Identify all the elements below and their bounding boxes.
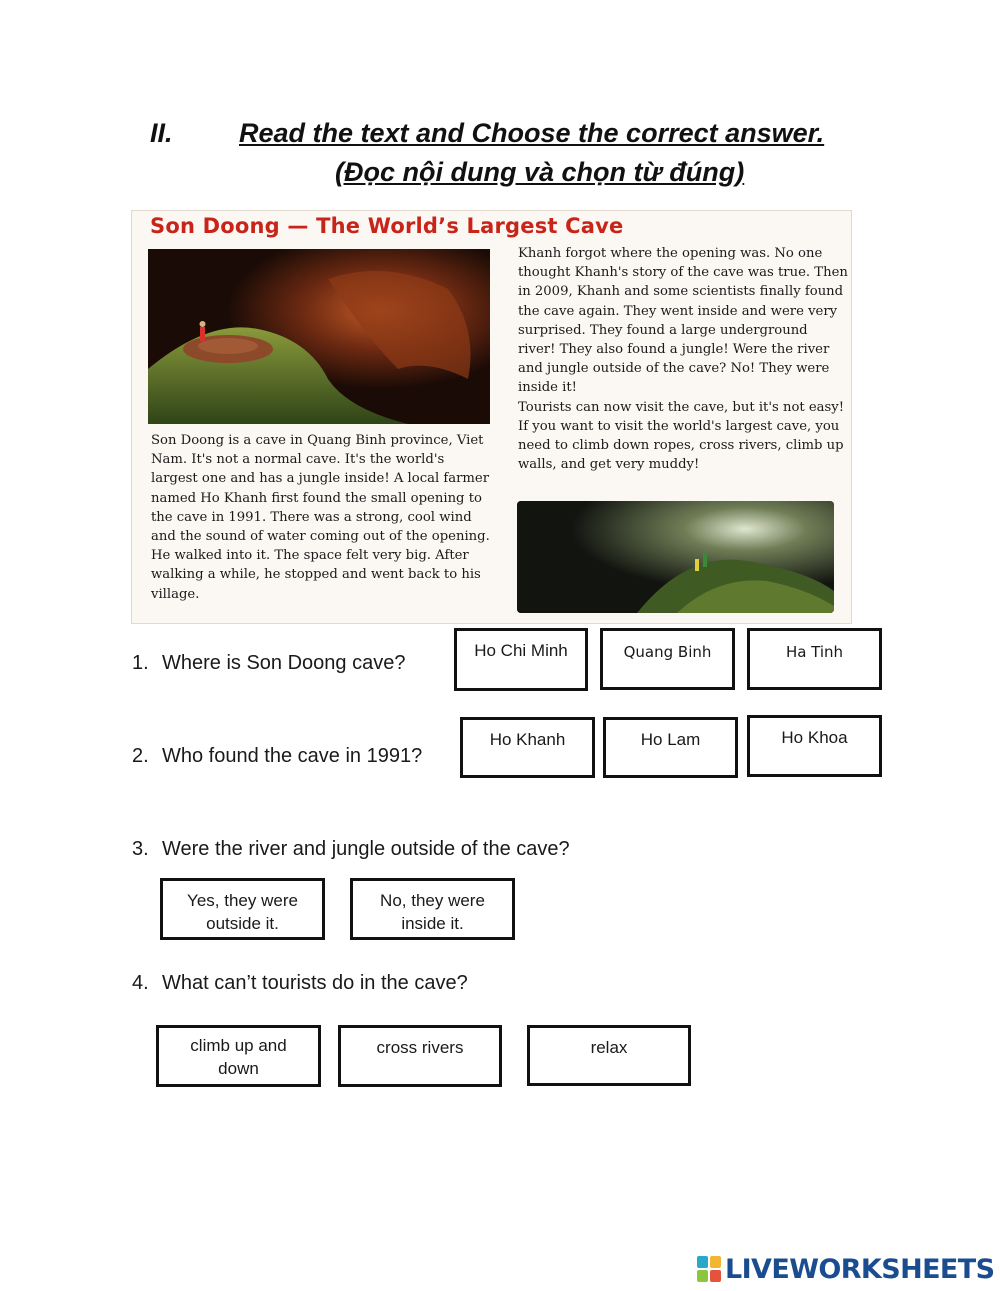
q4-option-cross-rivers[interactable]: cross rivers <box>338 1025 502 1087</box>
q2-option-ho-khanh[interactable]: Ho Khanh <box>460 717 595 778</box>
question-2-number: 2. <box>132 745 149 767</box>
q3-option-no-inside[interactable]: No, they were inside it. <box>350 878 515 940</box>
question-4 <box>132 972 468 995</box>
section-number: II. <box>150 118 173 148</box>
article-title: Son Doong — The World’s Largest Cave <box>150 214 624 238</box>
article-right-paragraph-1: Khanh forgot where the opening was. No one thought Khanh's story of the cave was true. Then in 2009, Khanh and some scientists finally found the cave again. They went inside and were very surprised. They found a large underground river! They also found a jungle! Were the river and jungle outside of the cave? No! They were inside it! <box>518 246 848 396</box>
q1-option-ho-chi-minh[interactable]: Ho Chi Minh <box>454 628 588 691</box>
article-right-paragraph-2: Tourists can now visit the cave, but it's not easy! If you want to visit the world's largest cave, you need to climb down ropes, cross rivers, climb up walls, and get very muddy! <box>518 399 845 473</box>
q4-option-climb-up-down[interactable]: climb up and down <box>156 1025 321 1087</box>
question-2-text: Who found the cave in 1991? <box>162 745 423 767</box>
question-4-number: 4. <box>132 972 149 994</box>
question-1-number: 1. <box>132 652 149 674</box>
question-1 <box>132 652 405 675</box>
question-1-text: Where is Son Doong cave? <box>162 652 406 674</box>
question-3-number: 3. <box>132 838 149 860</box>
question-2 <box>132 745 422 768</box>
liveworksheets-logo-icon <box>697 1256 721 1282</box>
cave-photo-jungle <box>517 501 834 613</box>
question-3-text: Were the river and jungle outside of the cave? <box>162 838 570 860</box>
cave-photo-explorer <box>148 249 490 424</box>
reading-article <box>131 210 852 624</box>
article-right-column <box>518 244 848 474</box>
q1-option-ha-tinh[interactable]: Ha Tinh <box>747 628 882 690</box>
section-subtitle: (Đọc nội dung và chọn từ đúng) <box>335 157 745 187</box>
question-4-text: What can’t tourists do in the cave? <box>162 972 468 994</box>
section-title: Read the text and Choose the correct answer. <box>239 118 825 148</box>
q2-option-ho-khoa[interactable]: Ho Khoa <box>747 715 882 777</box>
liveworksheets-logo <box>697 1252 994 1286</box>
q3-option-yes-outside[interactable]: Yes, they were outside it. <box>160 878 325 940</box>
liveworksheets-logo-text: LIVEWORKSHEETS <box>725 1253 995 1285</box>
q4-option-relax[interactable]: relax <box>527 1025 691 1086</box>
question-3 <box>132 838 570 861</box>
q1-option-quang-binh[interactable]: Quang Binh <box>600 628 735 690</box>
article-left-column <box>151 431 491 604</box>
q2-option-ho-lam[interactable]: Ho Lam <box>603 717 738 778</box>
article-left-paragraph: Son Doong is a cave in Quang Binh province, Viet Nam. It's not a normal cave. It's the world's largest one and has a jungle inside! A local farmer named Ho Khanh first found the small opening to the cave in 1991. There was a strong, cool wind and the sound of water coming out of the opening. He walked into it. The space felt very big. After walking a while, he stopped and went back to his village. <box>151 433 490 602</box>
